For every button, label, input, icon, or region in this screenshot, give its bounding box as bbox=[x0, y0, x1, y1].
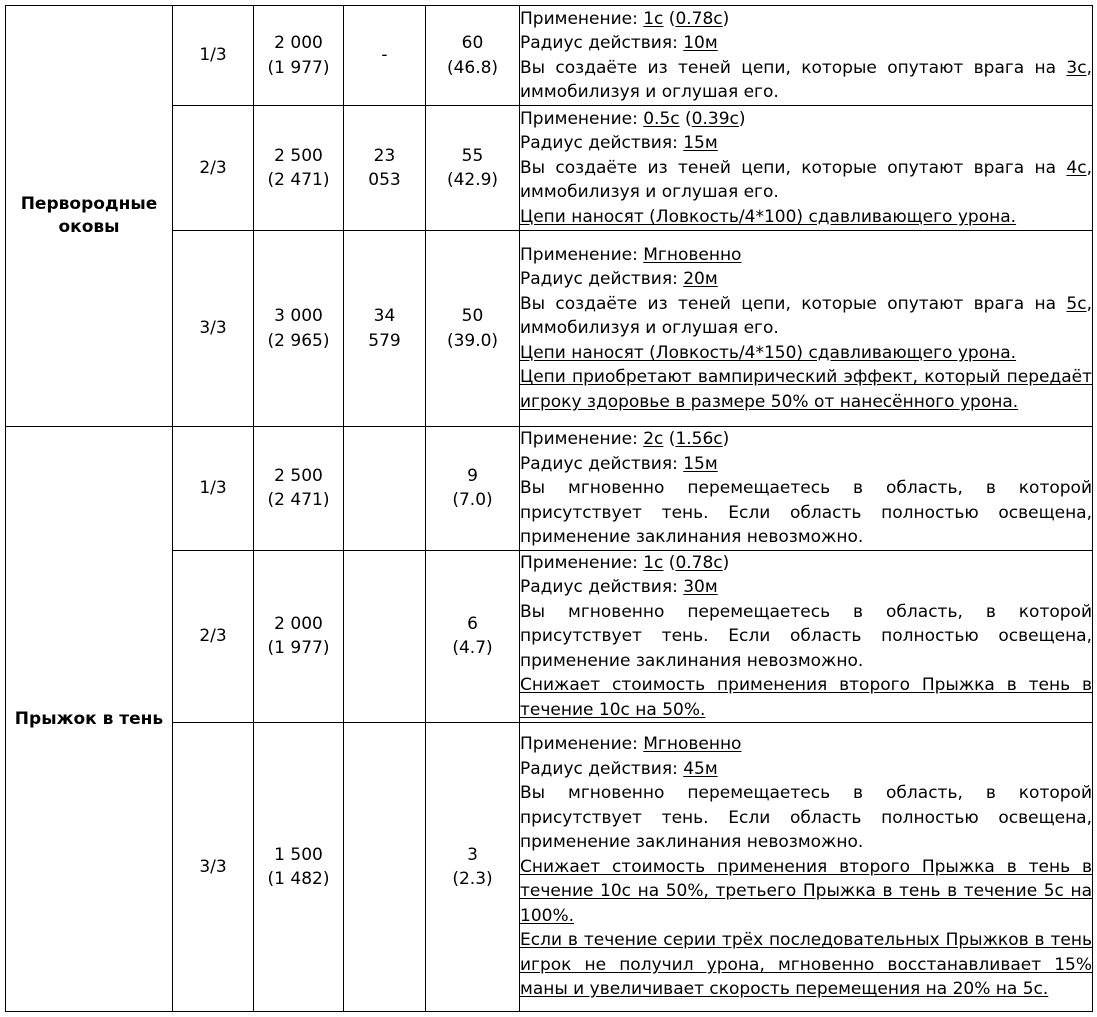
cast-line bbox=[520, 243, 1092, 268]
col3-cell bbox=[344, 106, 426, 231]
col3-value: 23 bbox=[373, 145, 396, 166]
col4-value: 60 bbox=[461, 33, 484, 53]
skill-name-cell bbox=[6, 427, 173, 1012]
description-segment: Вы мгновенно перемещаетесь в область, в которой присутствует тень. Если область полностью освещена, применение заклинания невозможно. bbox=[520, 783, 1092, 853]
col4-value: 9 bbox=[467, 465, 478, 486]
cost-cell bbox=[254, 231, 344, 427]
col4-cell bbox=[426, 550, 520, 723]
cost-value: 2 500 bbox=[274, 145, 323, 166]
description-text bbox=[520, 476, 1092, 550]
description-segment: Вы мгновенно перемещаетесь в область, в которой присутствует тень. Если область полностью освещена, применение заклинания невозможно. bbox=[520, 478, 1092, 547]
col3-value: 34 bbox=[373, 306, 396, 326]
col4-cell bbox=[426, 427, 520, 551]
cast-sub-value: 0.78с bbox=[675, 552, 723, 573]
cost-value: 2 000 bbox=[274, 613, 323, 634]
level-cell bbox=[173, 106, 254, 231]
description-cell bbox=[520, 106, 1093, 231]
radius-value: 15м bbox=[683, 453, 718, 474]
description-cell bbox=[520, 231, 1093, 427]
skill-name-cell bbox=[6, 6, 173, 427]
cast-value: 1с bbox=[643, 8, 664, 29]
cost-cell bbox=[254, 106, 344, 231]
cast-sub-value: 0.39с bbox=[691, 108, 739, 129]
cost-cell bbox=[254, 723, 344, 1012]
cost-value: 2 000 bbox=[274, 33, 323, 53]
col4-sub-value: (39.0) bbox=[446, 330, 499, 351]
col4-sub-value: (46.8) bbox=[446, 57, 499, 78]
cast-line: Применение: 2с (1.56с) bbox=[520, 429, 730, 449]
col4-sub-value: (2.3) bbox=[452, 869, 493, 889]
radius-value: 15м bbox=[683, 133, 718, 154]
cost-sub-value: (1 977) bbox=[267, 57, 330, 78]
description-text bbox=[520, 781, 1092, 855]
cast-label: Применение: bbox=[520, 108, 644, 129]
skills-table-body bbox=[6, 6, 1093, 1012]
skill-level: 1/3 bbox=[199, 45, 227, 66]
radius-label: Радиус действия: bbox=[520, 133, 684, 154]
col4-sub-value: (7.0) bbox=[452, 490, 493, 511]
cast-value: 0.5с bbox=[643, 108, 680, 129]
cast-value: 1с bbox=[643, 552, 664, 573]
upgrade-note: Цепи наносят (Ловкость/4*150) сдавливающего урона. bbox=[520, 342, 1017, 363]
skill-level: 2/3 bbox=[199, 157, 227, 178]
col4-value: 50 bbox=[461, 306, 484, 326]
col4-cell bbox=[426, 723, 520, 1012]
radius-line bbox=[520, 31, 1092, 56]
col4-value: 3 bbox=[467, 844, 478, 865]
col3-cell bbox=[344, 231, 426, 427]
cast-label: Применение: bbox=[520, 244, 644, 265]
description-cell bbox=[520, 723, 1093, 1012]
cost-sub-value: (1 977) bbox=[267, 638, 330, 659]
cost-sub-value: (2 965) bbox=[267, 330, 330, 351]
cast-value: Мгновенно bbox=[643, 244, 742, 265]
skill-name: Прыжок в тень bbox=[14, 708, 164, 729]
upgrade-note: Снижает стоимость применения второго Прыжка в тень в течение 10с на 50%, третьего Прыжка в тень в течение 5с на 100%. bbox=[520, 856, 1092, 926]
cast-value: Мгновенно bbox=[643, 734, 742, 755]
description-text bbox=[520, 600, 1092, 674]
col3-sub-value: 053 bbox=[368, 170, 401, 190]
col4-cell bbox=[426, 106, 520, 231]
description-segment: Вы создаёте из теней цепи, которые опутают врага на bbox=[520, 293, 1067, 314]
cast-line: Применение: 1с (0.78с) bbox=[520, 8, 730, 29]
cost-sub-value: (2 471) bbox=[267, 170, 330, 190]
radius-value: 20м bbox=[683, 269, 718, 290]
description-text bbox=[520, 292, 1092, 341]
col4-sub-value: (4.7) bbox=[452, 638, 493, 659]
col4-cell bbox=[426, 231, 520, 427]
skill-level: 3/3 bbox=[199, 318, 227, 339]
cost-cell bbox=[254, 550, 344, 723]
col3-value: - bbox=[381, 45, 388, 66]
col4-value: 55 bbox=[461, 145, 484, 166]
cast-value: 2с bbox=[643, 429, 664, 449]
description-cell bbox=[520, 550, 1093, 723]
description-cell bbox=[520, 427, 1093, 551]
description-text bbox=[520, 156, 1092, 205]
cast-label: Применение: bbox=[520, 552, 644, 573]
description-segment: Вы создаёте из теней цепи, которые опутают врага на bbox=[520, 157, 1067, 178]
upgrade-note: Цепи наносят (Ловкость/4*100) сдавливающего урона. bbox=[520, 206, 1017, 227]
cast-sub-value: 1.56с bbox=[675, 429, 723, 449]
cast-label: Применение: bbox=[520, 8, 644, 29]
radius-value: 10м bbox=[683, 33, 718, 53]
upgrade-note: Если в течение серии трёх последовательных Прыжков в тень игрок не получил урона, мгновенно восстанавливает 15% маны и увеличивает скорость перемещения на 20% на 5с. bbox=[520, 930, 1092, 1000]
level-cell bbox=[173, 427, 254, 551]
radius-value: 45м bbox=[683, 758, 718, 779]
skill-level: 1/3 bbox=[199, 478, 227, 498]
col3-cell bbox=[344, 550, 426, 723]
description-cell bbox=[520, 6, 1093, 106]
description-segment: , иммобилизуя и оглушая его. bbox=[520, 293, 1092, 339]
col4-sub-value: (42.9) bbox=[446, 170, 499, 190]
cost-value: 2 500 bbox=[274, 465, 323, 486]
cast-label: Применение: bbox=[520, 429, 644, 449]
radius-label: Радиус действия: bbox=[520, 453, 684, 474]
cast-sub-value: 0.78с bbox=[675, 8, 723, 29]
cost-cell bbox=[254, 427, 344, 551]
col4-value: 6 bbox=[467, 613, 478, 634]
description-segment: , иммобилизуя и оглушая его. bbox=[520, 57, 1092, 102]
cast-line: Применение: 1с (0.78с) bbox=[520, 552, 730, 573]
description-segment: 5с bbox=[1066, 293, 1087, 314]
cost-cell bbox=[254, 6, 344, 106]
radius-line bbox=[520, 452, 1092, 477]
skill-name: Первородные оковы bbox=[20, 194, 158, 237]
col4-cell bbox=[426, 6, 520, 106]
description-segment: 4с bbox=[1066, 157, 1087, 178]
upgrade-note: Снижает стоимость применения второго Прыжка в тень в течение 10с на 50%. bbox=[520, 675, 1092, 720]
description-text bbox=[520, 56, 1092, 105]
col3-cell bbox=[344, 6, 426, 106]
description-segment: Вы создаёте из теней цепи, которые опутают врага на bbox=[520, 57, 1067, 78]
level-cell bbox=[173, 6, 254, 106]
skill-level: 2/3 bbox=[199, 626, 227, 646]
cost-sub-value: (1 482) bbox=[267, 869, 330, 889]
cast-line bbox=[520, 732, 1092, 757]
radius-line bbox=[520, 575, 1092, 600]
radius-line bbox=[520, 757, 1092, 782]
col3-cell bbox=[344, 723, 426, 1012]
level-cell bbox=[173, 231, 254, 427]
description-segment: 3с bbox=[1066, 57, 1087, 78]
radius-line bbox=[520, 267, 1092, 292]
cost-value: 1 500 bbox=[274, 844, 323, 865]
skills-table bbox=[5, 5, 1093, 1012]
description-segment: , иммобилизуя и оглушая его. bbox=[520, 157, 1092, 203]
radius-value: 30м bbox=[683, 577, 718, 597]
radius-label: Радиус действия: bbox=[520, 33, 684, 53]
skill-level-row bbox=[6, 427, 1093, 551]
description-segment: Вы мгновенно перемещаетесь в область, в которой присутствует тень. Если область полностью освещена, применение заклинания невозможно. bbox=[520, 601, 1092, 671]
cast-line: Применение: 0.5с (0.39с) bbox=[520, 108, 746, 129]
col3-sub-value: 579 bbox=[368, 330, 401, 351]
radius-label: Радиус действия: bbox=[520, 269, 684, 290]
cost-value: 3 000 bbox=[274, 306, 323, 326]
skill-level-row bbox=[6, 6, 1093, 106]
skill-level: 3/3 bbox=[199, 856, 227, 877]
cast-label: Применение: bbox=[520, 734, 644, 755]
col3-cell bbox=[344, 427, 426, 551]
level-cell bbox=[173, 550, 254, 723]
level-cell bbox=[173, 723, 254, 1012]
upgrade-note: Цепи приобретают вампирический эффект, который передаёт игроку здоровье в размере 50% от нанесённого урона. bbox=[520, 367, 1092, 412]
cost-sub-value: (2 471) bbox=[267, 490, 330, 511]
radius-label: Радиус действия: bbox=[520, 758, 684, 779]
radius-line bbox=[520, 131, 1092, 156]
radius-label: Радиус действия: bbox=[520, 577, 684, 597]
